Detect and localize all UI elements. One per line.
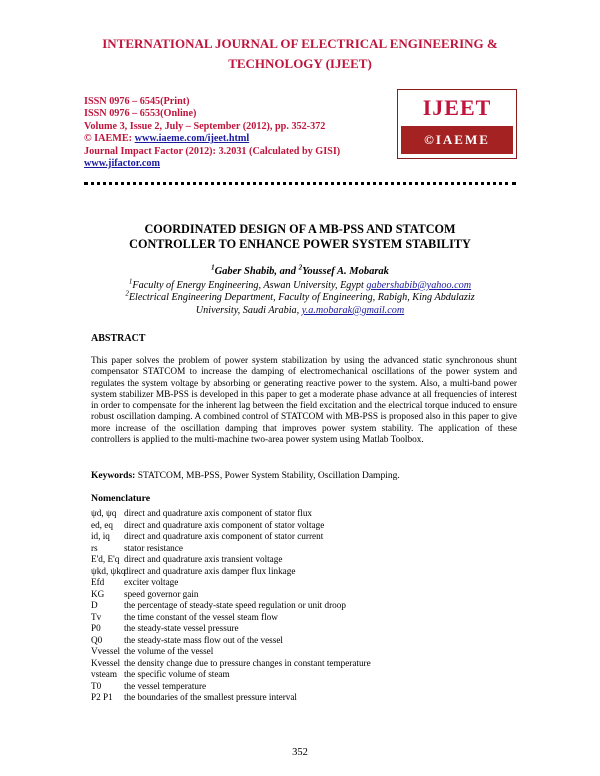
keywords [91,471,400,481]
nom-symbol: ed, eq [91,519,113,530]
journal-title-line1: INTERNATIONAL JOURNAL OF ELECTRICAL ENGINEERING & [102,36,498,51]
aff2-sup: 2 [125,289,129,298]
nomenclature-row [91,669,511,681]
nom-symbol: vsteam [91,669,118,679]
publisher-prefix: © IAEME: [84,133,135,145]
impact-factor: Journal Impact Factor (2012): 3.2031 (Calculated by GISI) [84,145,341,157]
nom-definition: direct and quadrature axis transient voltage [124,554,283,564]
nom-symbol: Vvessel [91,646,121,656]
nom-definition: the density change due to pressure changes in constant temperature [124,657,371,668]
nom-definition: the specific volume of steam [124,669,230,679]
nomenclature-row [91,646,511,658]
logo-title: IJEET [422,95,492,120]
keywords-text: STATCOM, MB-PSS, Power System Stability, Oscillation Damping. [135,471,400,481]
publisher-link[interactable]: www.iaeme.com/ijeet.html [134,133,250,145]
logo-publisher: ©IAEME [401,126,513,154]
aff1-email[interactable]: gabershabib@yahoo.com [366,280,472,291]
nomenclature-row [91,692,511,704]
nom-symbol: ψd, ψq [91,508,117,518]
affiliations [84,277,516,317]
issn-print: ISSN 0976 – 6545(Print) [84,96,190,107]
aff2-text-line1: Electrical Engineering Department, Faculty of Engineering, Rabigh, King Abdulaziz [128,292,475,304]
nomenclature-row [91,681,511,693]
ijeet-logo [397,89,517,159]
nom-symbol: id, iq [91,531,110,541]
nom-symbol: KG [91,588,105,599]
author1-sup: 1 [211,263,215,272]
keywords-label: Keywords: [91,471,136,481]
nom-definition: the volume of the vessel [124,646,214,656]
nomenclature-row [91,658,511,670]
nomenclature-row [91,520,511,532]
nomenclature-row [91,600,511,612]
aff2-text-line2: University, Saudi Arabia, [195,304,302,316]
publisher-line [84,133,384,145]
author2-sup: 2 [298,263,303,272]
nom-definition: direct and quadrature axis damper flux linkage [124,565,296,576]
nom-symbol: Kvessel [91,657,121,668]
abstract-heading: ABSTRACT [91,333,146,344]
affiliation-1 [84,277,516,292]
nom-definition: the percentage of steady-state speed regulation or unit droop [124,600,346,610]
nom-definition: stator resistance [124,542,183,553]
issn-online: ISSN 0976 – 6553(Online) [84,108,197,120]
nomenclature-row [91,612,511,624]
nomenclature-row [91,566,511,578]
aff2-email[interactable]: y.a.mobarak@gmail.com [301,304,405,316]
nomenclature-row [91,543,511,555]
author1: Gaber Shabib, and [214,266,299,277]
nom-symbol: D [91,600,98,610]
dotted-divider [84,182,516,185]
authors [84,263,516,277]
nom-symbol: Q0 [91,634,103,645]
nomenclature-row [91,635,511,647]
nom-symbol: Efd [91,577,105,587]
nomenclature-heading: Nomenclature [91,493,151,504]
nomenclature-row [91,508,511,520]
nom-symbol: rs [91,542,98,553]
author2: Youssef A. Mobarak [302,266,389,277]
nom-symbol: ψkd, ψkq [91,565,126,576]
nom-definition: the vessel temperature [124,680,207,691]
nom-symbol: Tv [91,611,102,622]
journal-title [60,34,540,74]
nomenclature-row [91,589,511,601]
impact-link[interactable]: www.jifactor.com [84,158,161,170]
paper-title-line2: CONTROLLER TO ENHANCE POWER SYSTEM STABILITY [129,237,471,251]
nom-definition: the steady-state mass flow out of the vessel [124,634,283,645]
nom-definition: exciter voltage [124,577,179,587]
nom-definition: direct and quadrature axis component of stator flux [124,508,313,518]
journal-title-line2: TECHNOLOGY (IJEET) [228,56,372,71]
nom-definition: the boundaries of the smallest pressure interval [124,692,297,702]
nom-definition: the steady-state vessel pressure [124,623,239,633]
nom-symbol: T0 [91,680,102,691]
nom-symbol: P2 P1 [91,692,113,702]
nom-symbol: E'd, E'q [91,554,120,564]
nom-definition: direct and quadrature axis component of stator current [124,531,324,541]
nomenclature-row [91,623,511,635]
aff1-text: Faculty of Energy Engineering, Aswan University, Egypt [132,280,367,291]
paper-title-line1: COORDINATED DESIGN OF A MB-PSS AND STATCOM [144,222,456,236]
nom-definition: speed governor gain [124,588,199,599]
aff1-sup: 1 [128,277,133,286]
nomenclature-row [91,554,511,566]
journal-meta [84,96,384,170]
nomenclature-row [91,577,511,589]
page-number: 352 [292,747,308,758]
nom-definition: direct and quadrature axis component of stator voltage [124,519,325,530]
abstract-body: This paper solves the problem of power system stabilization by using the advanced static synchronous shunt compensator STATCOM to increase the damping of electromechanical oscillations of the power system and regulates the system voltage by absorbing or generating reactive power to the system. Also, a multi-band power system stabilizer MB-PSS is developed in this paper to get a moderate phase advance at all frequencies of interest in order to compensate for the inherent lag between the field excitation and the electrical torque induced to ensure robust oscillation damping. A combined control of STATCOM with MB-PSS is proposed also in this paper to give more increase of the oscillation damping that improves power system stability. The application of these controllers is applied to the multi-machine two-area power system using Matlab Toolbox. [91,356,517,446]
nom-definition: the time constant of the vessel steam flow [124,611,278,622]
nomenclature-list [91,508,511,704]
affiliation-2-cont [84,305,516,317]
affiliation-2 [84,289,516,304]
volume-info: Volume 3, Issue 2, July – September (2012), pp. 352-372 [84,120,326,132]
nom-symbol: P0 [91,623,101,633]
paper-title [84,222,516,252]
nomenclature-row [91,531,511,543]
